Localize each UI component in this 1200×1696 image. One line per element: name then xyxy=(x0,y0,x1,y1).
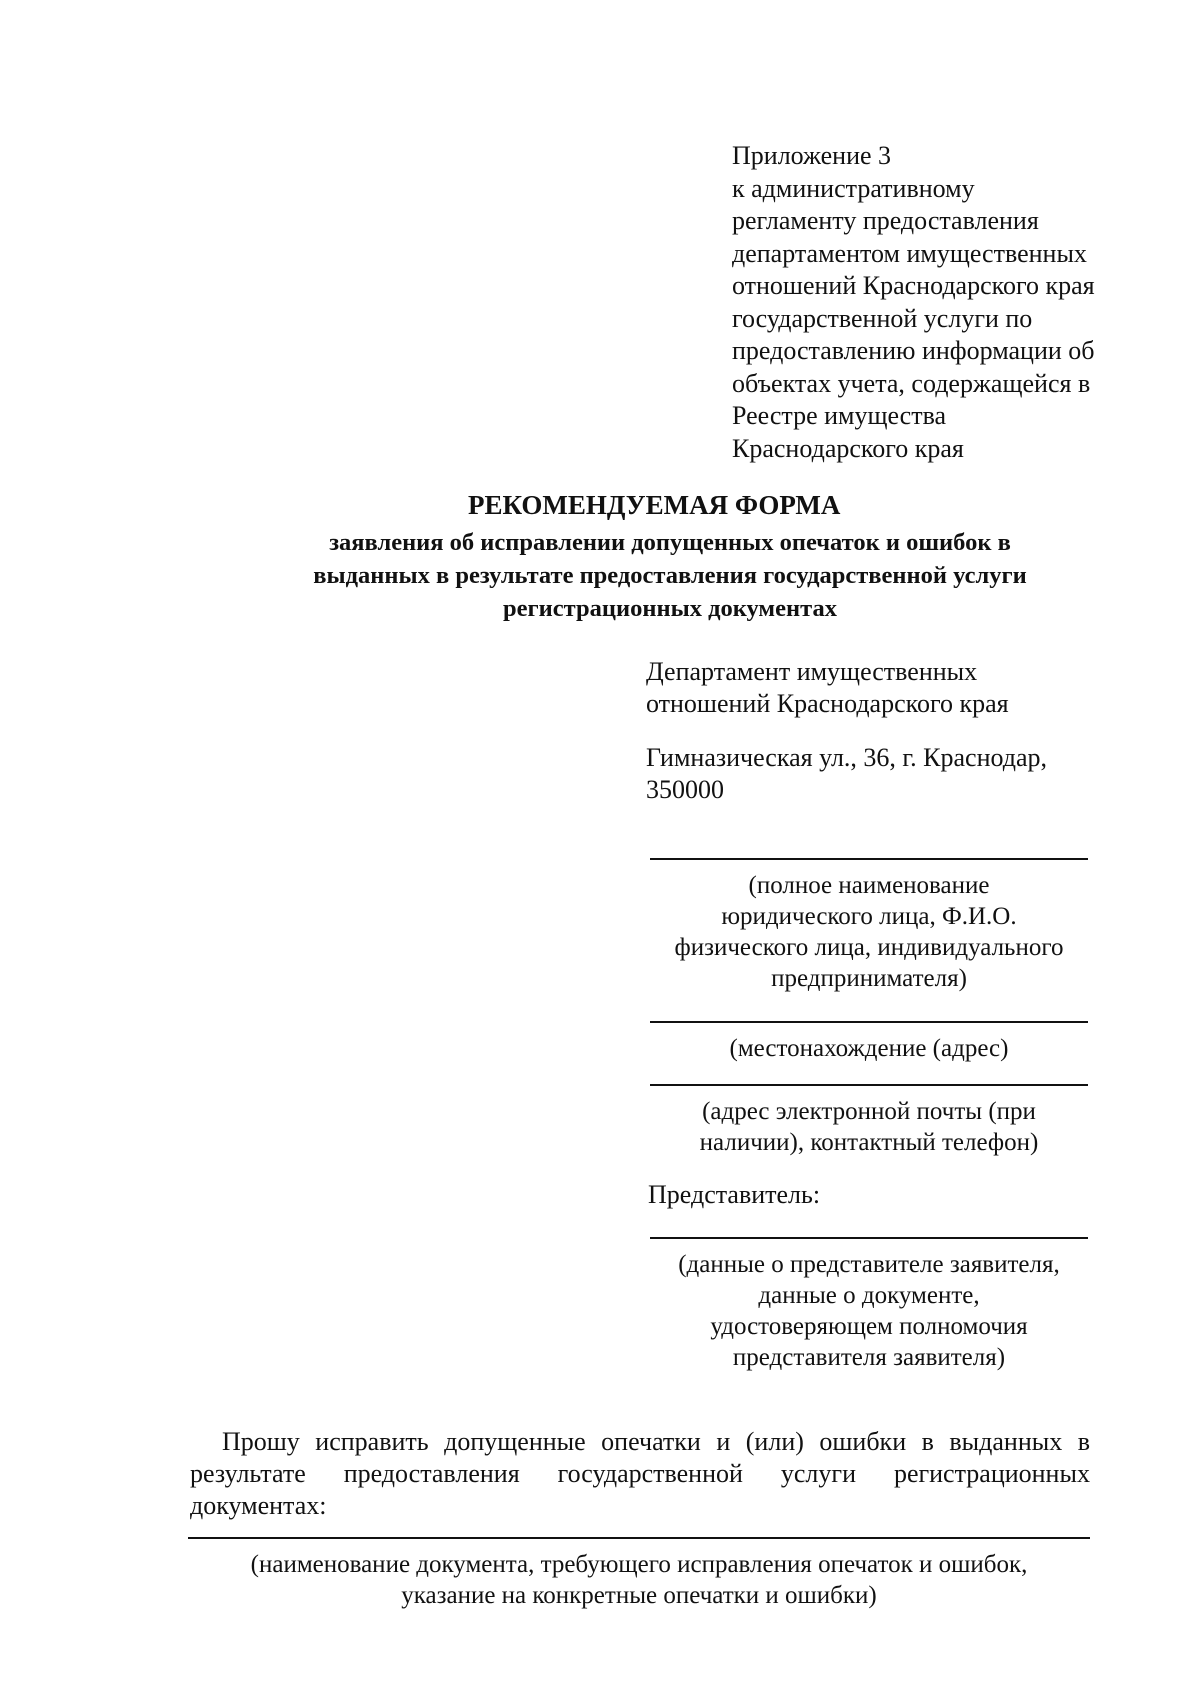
recipient-line: Департамент имущественных xyxy=(646,657,978,686)
appendix-line: Приложение 3 xyxy=(732,141,892,170)
recipient-line: отношений Краснодарского края xyxy=(646,689,1009,718)
appendix-line: объектах учета, содержащейся в xyxy=(732,368,1091,398)
address-block xyxy=(646,742,1047,806)
appendix-line: департаментом имущественных xyxy=(732,238,1087,268)
applicant-name-caption: предпринимателя) xyxy=(771,965,967,992)
appendix-header xyxy=(732,140,1152,465)
request-word: результате xyxy=(190,1459,306,1488)
appendix-line: к административному xyxy=(732,173,975,203)
applicant-name-field[interactable] xyxy=(650,858,1088,994)
representative-caption: представителя заявителя) xyxy=(732,1344,1006,1371)
location-caption: (местонахождение (адрес) xyxy=(729,1035,1009,1062)
request-line xyxy=(190,1458,1090,1490)
applicant-name-caption: (полное наименование xyxy=(748,872,990,899)
document-name-field[interactable] xyxy=(188,1537,1090,1611)
form-subtitle-line: заявления об исправлении допущенных опечаток и ошибок в xyxy=(329,529,1011,556)
contact-caption: наличии), контактный телефон) xyxy=(699,1129,1039,1156)
recipient-block xyxy=(646,656,1009,720)
representative-underline[interactable] xyxy=(650,1237,1088,1239)
request-word: услуги xyxy=(780,1459,856,1488)
contact-caption: (адрес электронной почты (при xyxy=(702,1098,1036,1125)
location-field[interactable] xyxy=(650,1021,1088,1064)
request-word: регистрационных xyxy=(893,1459,1090,1488)
appendix-line: Реестре имущества xyxy=(732,401,947,430)
form-subtitle-line: регистрационных документах xyxy=(503,595,837,622)
request-word: государственной xyxy=(557,1459,743,1488)
contact-underline[interactable] xyxy=(650,1084,1088,1086)
applicant-name-caption: юридического лица, Ф.И.О. xyxy=(721,903,1017,930)
address-line: 350000 xyxy=(646,775,724,804)
request-line: документах: xyxy=(190,1491,327,1520)
address-line: Гимназическая ул., 36, г. Краснодар, xyxy=(646,743,1048,772)
form-subtitle-line: выданных в результате предоставления государственной услуги xyxy=(313,562,1027,589)
document-name-caption: (наименование документа, требующего исправления опечаток и ошибок, xyxy=(250,1551,1028,1578)
document-name-caption: указание на конкретные опечатки и ошибки) xyxy=(401,1582,877,1609)
appendix-line: предоставлению информации об xyxy=(732,336,1095,365)
representative-caption: удостоверяющем полномочия xyxy=(710,1313,1028,1340)
document-name-underline[interactable] xyxy=(188,1537,1090,1539)
representative-label: Представитель: xyxy=(648,1180,821,1209)
representative-field[interactable] xyxy=(650,1237,1088,1373)
request-paragraph xyxy=(190,1426,1090,1522)
appendix-line: регламенту предоставления xyxy=(732,206,1039,235)
form-subtitle xyxy=(230,526,1110,625)
appendix-line: Краснодарского края xyxy=(732,433,964,463)
appendix-line: государственной услуги по xyxy=(732,303,1033,333)
location-underline[interactable] xyxy=(650,1021,1088,1023)
request-line: Прошу исправить допущенные опечатки и (или) ошибки в выданных в xyxy=(222,1427,1090,1456)
representative-caption: данные о документе, xyxy=(758,1282,980,1309)
appendix-line: отношений Краснодарского края xyxy=(732,271,1095,300)
request-word: предоставления xyxy=(343,1459,520,1488)
representative-caption: (данные о представителе заявителя, xyxy=(678,1251,1060,1278)
form-title: РЕКОМЕНДУЕМАЯ ФОРМА xyxy=(468,490,841,520)
applicant-name-underline[interactable] xyxy=(650,858,1088,860)
applicant-name-caption: физического лица, индивидуального xyxy=(674,934,1064,961)
contact-field[interactable] xyxy=(650,1084,1088,1158)
